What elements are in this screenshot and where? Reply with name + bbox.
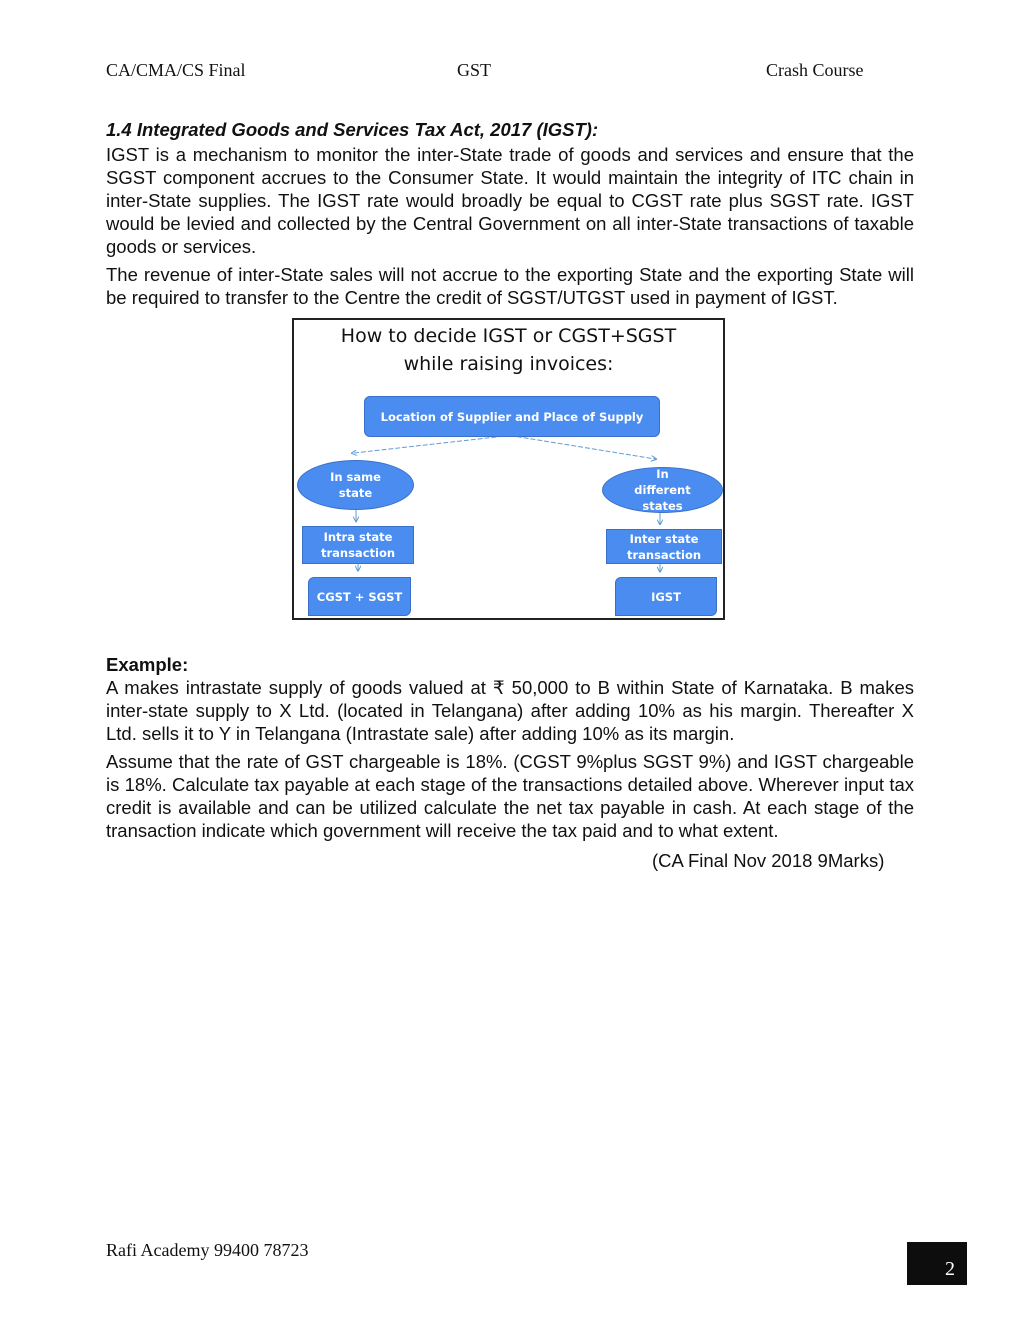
location-of-supply-box: Location of Supplier and Place of Supply [364, 396, 660, 437]
section-paragraph-1: IGST is a mechanism to monitor the inter-State trade of goods and services and ensure that the SGST component accrues to the Consumer State. It would maintain the integrity of ITC chain in inter-State supplies. The IGST rate would broadly be equal to CGST rate plus SGST rate. IGST would be levied and collected by the Central Government on all inter-State transactions of taxable goods or services. [106, 144, 914, 257]
header-subject: GST [457, 60, 492, 80]
header-course-type: Crash Course [766, 60, 864, 80]
flowchart-title-line-1: How to decide IGST or CGST+SGST [340, 325, 677, 347]
same-state-condition: In same state [297, 460, 414, 510]
inter-state-transaction-box: Inter state transaction [606, 529, 722, 564]
igst-decision-flowchart [292, 318, 725, 620]
igst-result-box: IGST [615, 577, 717, 616]
section-title: 1.4 Integrated Goods and Services Tax Act, 2017 (IGST): [106, 119, 599, 140]
page-number: 2 [907, 1242, 967, 1285]
different-states-condition: In different states [602, 467, 723, 513]
section-paragraph-2: The revenue of inter-State sales will not accrue to the exporting State and the exporting State will be required to transfer to the Centre the credit of SGST/UTGST used in payment of IGST. [106, 264, 914, 308]
cgst-sgst-result-box: CGST + SGST [308, 577, 411, 616]
footer-academy-contact: Rafi Academy 99400 78723 [106, 1240, 309, 1260]
example-paragraph-2: Assume that the rate of GST chargeable is 18%. (CGST 9%plus SGST 9%) and IGST chargeable is 18%. Calculate tax payable at each stage of the transactions detailed above. Wherever input tax credit is available and can be utilized calculate the net tax payable in cash. At each stage of the transaction indicate which government will receive the tax paid and to what extent. [106, 751, 914, 841]
header-course-level: CA/CMA/CS Final [106, 60, 246, 80]
example-title: Example: [106, 654, 189, 675]
section-content [106, 118, 914, 314]
example-paragraph-1: A makes intrastate supply of goods valued at ₹ 50,000 to B within State of Karnataka. B makes inter-state supply to X Ltd. (located in Telangana) after adding 10% as his margin. Thereafter X Ltd. sells it to Y in Telangana (Intrastate sale) after adding 10% as its margin. [106, 677, 914, 744]
intra-state-transaction-box: Intra state transaction [302, 526, 414, 564]
flowchart-title-line-2: while raising invoices: [403, 353, 614, 375]
example-source: (CA Final Nov 2018 9Marks) [648, 849, 884, 872]
example-content [106, 653, 914, 842]
